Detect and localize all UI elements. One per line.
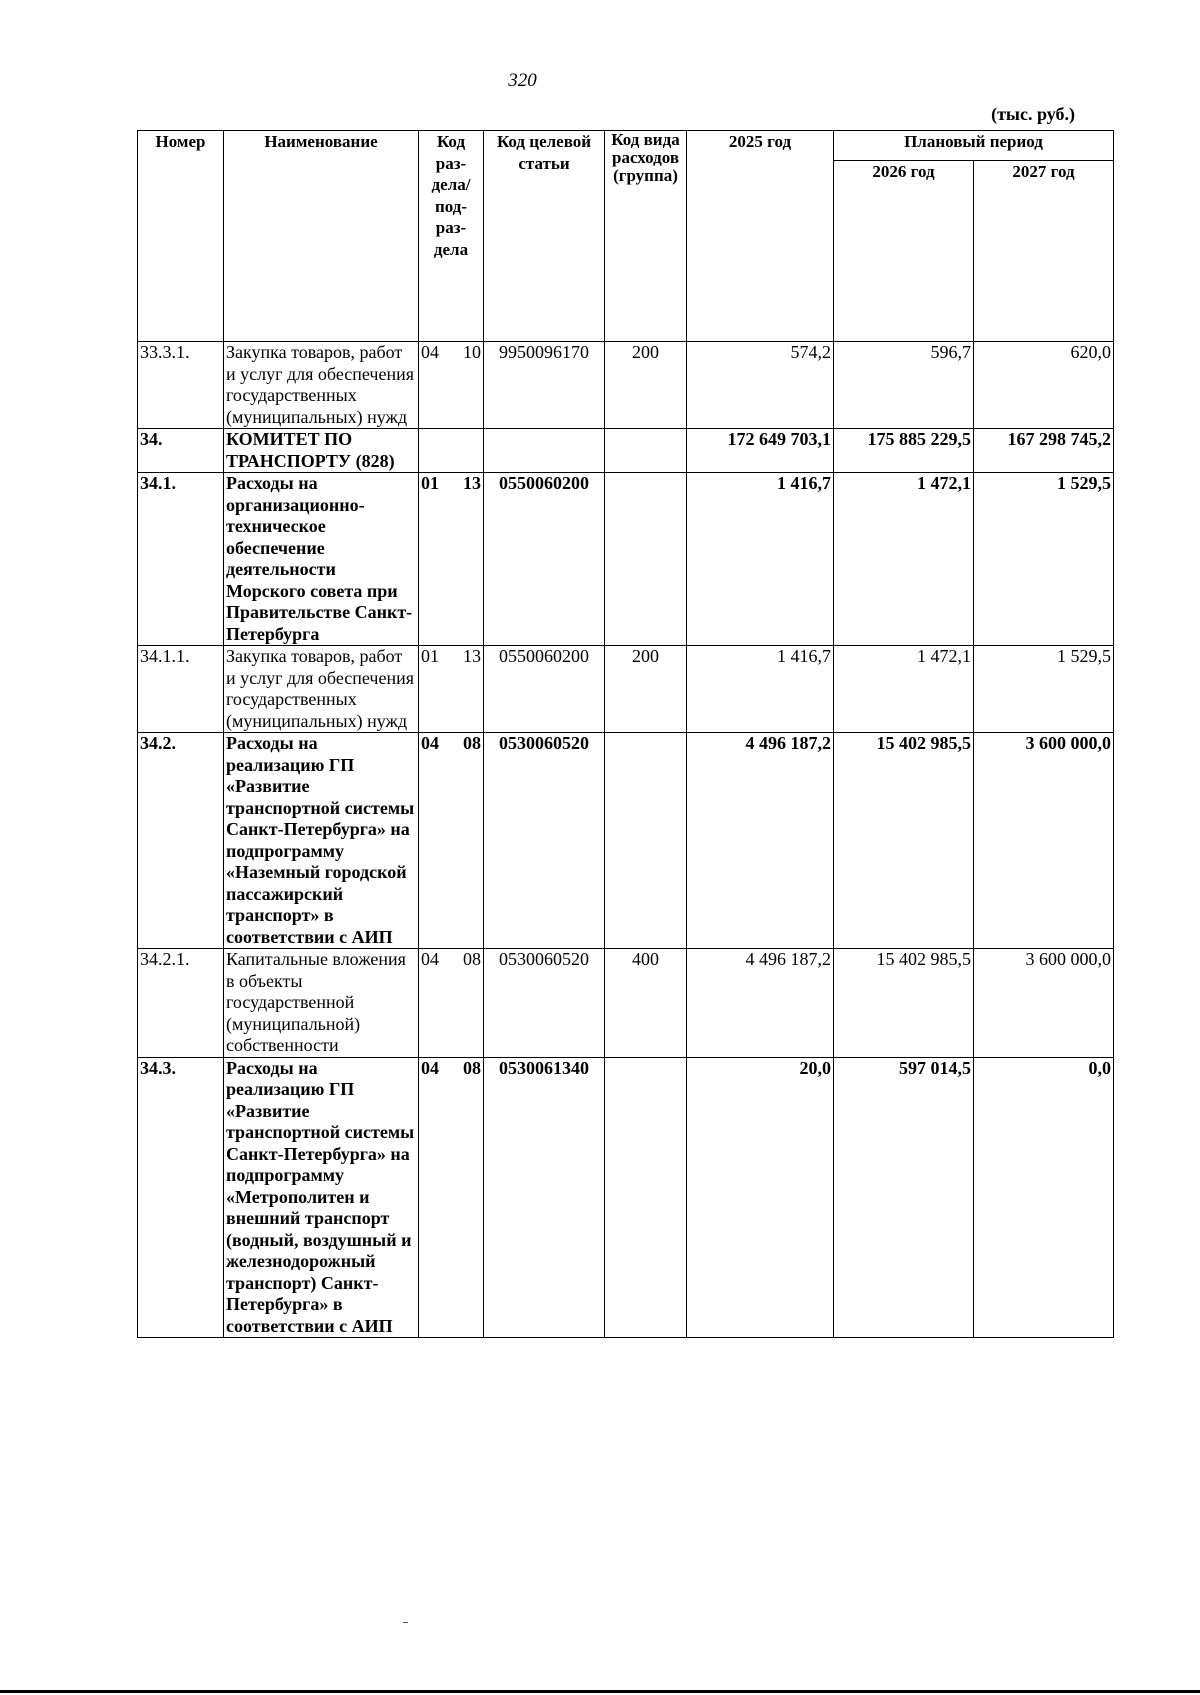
row-amount-2026: 15 402 985,5 [834,733,974,949]
row-name: КОМИТЕТ ПО ТРАНСПОРТУ (828) [224,429,419,473]
row-name: Расходы на организационно-техническое обеспечение деятельности Морского совета при Правительстве Санкт-Петербурга [224,473,419,646]
section-code: 01 [421,646,439,666]
row-target-code: 0550060200 [484,646,605,733]
table-row [138,429,1114,473]
section-code: 04 [421,733,439,753]
row-name: Расходы на реализацию ГП «Развитие транспортной системы Санкт-Петербурга» на подпрограмму «Метрополитен и внешний транспорт (водный, воздушный и железнодорожный транспорт) Санкт-Петербурга» в соответствии с АИП [224,1057,419,1338]
row-name: Расходы на реализацию ГП «Развитие транспортной системы Санкт-Петербурга» на подпрограмму «Наземный городской пассажирский транспорт» в соответствии с АИП [224,733,419,949]
page-number: 320 [508,70,537,91]
header-expense-kind: Код вида расходов (группа) [605,131,687,342]
row-amount-2026: 175 885 229,5 [834,429,974,473]
row-section-code [419,429,484,473]
subsection-code: 13 [463,473,481,493]
row-target-code: 0530060520 [484,733,605,949]
row-number: 34.1. [138,473,224,646]
row-section-code [419,949,484,1058]
row-number: 34. [138,429,224,473]
row-amount-2027: 0,0 [974,1057,1114,1338]
row-target-code: 9950096170 [484,342,605,429]
subsection-code: 10 [463,342,481,362]
row-name: Закупка товаров, работ и услуг для обеспечения государственных (муниципальных) нужд [224,646,419,733]
header-row [138,131,1114,161]
section-code: 04 [421,949,439,969]
row-amount-2025: 172 649 703,1 [687,429,834,473]
subsection-code: 08 [463,733,481,753]
row-number: 33.3.1. [138,342,224,429]
table-row [138,1057,1114,1338]
table-row [138,473,1114,646]
row-number: 34.3. [138,1057,224,1338]
header-name: Наименование [224,131,419,342]
budget-table [137,130,1114,1338]
subsection-code: 13 [463,646,481,666]
row-amount-2026: 15 402 985,5 [834,949,974,1058]
header-planned-period: Плановый период [834,131,1114,161]
row-amount-2026: 597 014,5 [834,1057,974,1338]
row-expense-kind [605,1057,687,1338]
row-target-code: 0550060200 [484,473,605,646]
row-expense-kind: 200 [605,342,687,429]
header-number: Номер [138,131,224,342]
row-amount-2027: 1 529,5 [974,473,1114,646]
page-bottom-edge [0,1690,1200,1693]
row-target-code: 0530061340 [484,1057,605,1338]
row-amount-2025: 4 496 187,2 [687,733,834,949]
row-target-code [484,429,605,473]
table-row [138,733,1114,949]
row-section-code [419,342,484,429]
row-target-code: 0530060520 [484,949,605,1058]
row-number: 34.1.1. [138,646,224,733]
row-number: 34.2.1. [138,949,224,1058]
header-target-code: Код целевой статьи [484,131,605,342]
row-amount-2027: 620,0 [974,342,1114,429]
row-amount-2027: 167 298 745,2 [974,429,1114,473]
row-amount-2025: 4 496 187,2 [687,949,834,1058]
table-row [138,949,1114,1058]
row-name: Капитальные вложения в объекты государственной (муниципальной) собственности [224,949,419,1058]
row-expense-kind: 400 [605,949,687,1058]
row-section-code [419,473,484,646]
row-amount-2025: 574,2 [687,342,834,429]
row-amount-2026: 1 472,1 [834,646,974,733]
section-code: 04 [421,1057,439,1078]
row-expense-kind [605,473,687,646]
row-amount-2026: 596,7 [834,342,974,429]
row-amount-2027: 3 600 000,0 [974,949,1114,1058]
row-section-code [419,646,484,733]
row-expense-kind [605,429,687,473]
row-amount-2027: 3 600 000,0 [974,733,1114,949]
row-expense-kind: 200 [605,646,687,733]
row-amount-2025: 20,0 [687,1057,834,1338]
section-code: 01 [421,473,439,493]
header-section-code: Код раз-дела/ под-раз-дела [419,131,484,342]
units-label: (тыс. руб.) [991,104,1075,124]
row-section-code [419,1057,484,1338]
header-2026: 2026 год [834,161,974,342]
row-amount-2027: 1 529,5 [974,646,1114,733]
subsection-code: 08 [463,1057,481,1078]
table-row [138,342,1114,429]
scan-speck [403,1622,408,1623]
section-code: 04 [421,342,439,362]
header-2025: 2025 год [687,131,834,342]
row-number: 34.2. [138,733,224,949]
row-section-code [419,733,484,949]
row-amount-2026: 1 472,1 [834,473,974,646]
row-expense-kind [605,733,687,949]
subsection-code: 08 [463,949,481,969]
row-amount-2025: 1 416,7 [687,473,834,646]
header-2027: 2027 год [974,161,1114,342]
row-name: Закупка товаров, работ и услуг для обеспечения государственных (муниципальных) нужд [224,342,419,429]
table-row [138,646,1114,733]
row-amount-2025: 1 416,7 [687,646,834,733]
